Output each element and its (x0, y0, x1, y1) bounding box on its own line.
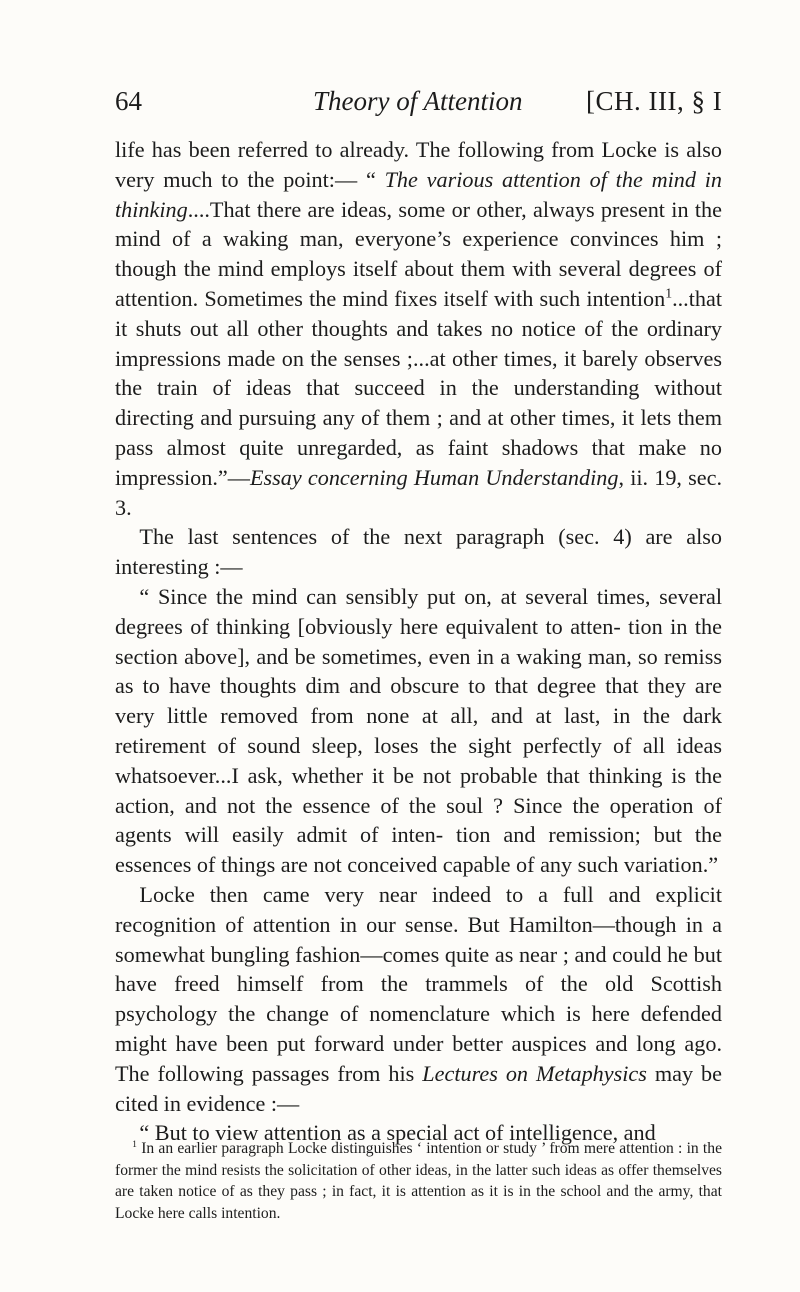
italic-run: Essay concerning Human Understanding (249, 464, 619, 490)
text-run: ...that it shuts out all other thoughts and takes no notice of the ordinary impressions made on the senses ;...at other times, it barely observes the train of ideas that succeed in the understanding without directing and pursuing any of them ; and at other times, it lets them pass almost quite unregarded, as faint shadows that make no impression.”— (115, 285, 722, 490)
footnote-mark: 1 (132, 1138, 137, 1150)
paragraph-next-sentences: The last sentences of the next paragraph (sec. 4) are also interesting :— (115, 524, 722, 580)
paragraph-locke-quote (115, 135, 722, 522)
paragraph-since-quote: “ Since the mind can sensibly put on, at several times, several degrees of thinking [obviously here equivalent to atten- tion in the section above], and be sometimes, even in a waking man, so remiss as to have thoughts dim and obscure to that degree that they are very little removed from none at all, and at last, in the dark retirement of sound sleep, loses the sight perfectly of all ideas whatsoever...I ask, whether it be not probable that thinking is the action, and not the essence of the soul ? Since the operation of agents will easily admit of inten- tion and remission; but the essences of things are not conceived capable of any such variation.” (115, 583, 722, 878)
footnote-paragraph (115, 1138, 722, 1224)
main-text (115, 135, 722, 1148)
running-header (0, 86, 800, 126)
paragraph-hamilton (115, 880, 722, 1118)
footnote-reference[interactable]: 1 (665, 285, 673, 301)
paragraph-quote-start: “ But to view attention as a special act of intelligence, and (139, 1120, 656, 1146)
footnote (115, 1138, 722, 1224)
text-run: life has been referred to already. The following from Locke is also very much to the point:— “ (115, 137, 722, 192)
italic-run: Lectures on Metaphysics (422, 1060, 647, 1086)
italic-run: The various attention of the mind in thinking (115, 166, 722, 222)
footnote-text: In an earlier paragraph Locke distinguishes ‘ intention or study ’ from mere attention : in the former the mind resists the solicitation of other ideas, in the latter such ideas as offer themselves are taken notice of as they pass ; in fact, it is attention as it is in the school and the army, that Locke here calls intention. (115, 1140, 722, 1222)
text-run: may be cited in evidence :— (115, 1060, 722, 1116)
text-run: ....That there are ideas, some or other, always present in the mind of a waking man, everyone’s experience convinces him ; though the mind employs itself about them with several degrees of attention. Sometimes the mind fixes itself with such intention (115, 196, 722, 311)
running-title: Theory of Attention (313, 86, 523, 116)
text-run: , ii. 19, sec. 3. (115, 464, 722, 520)
chapter-reference: [CH. III, § I (586, 86, 723, 116)
text-run: Locke then came very near indeed to a full and explicit recognition of attention in our sense. But Hamilton—though in a somewhat bungling fashion—comes quite as near ; and could he but have freed himself from the trammels of the old Scottish psychology the change of nomenclature which is here defended might have been put forward under better auspices and long ago. The following passages from his (115, 881, 722, 1086)
page-number: 64 (115, 86, 142, 116)
